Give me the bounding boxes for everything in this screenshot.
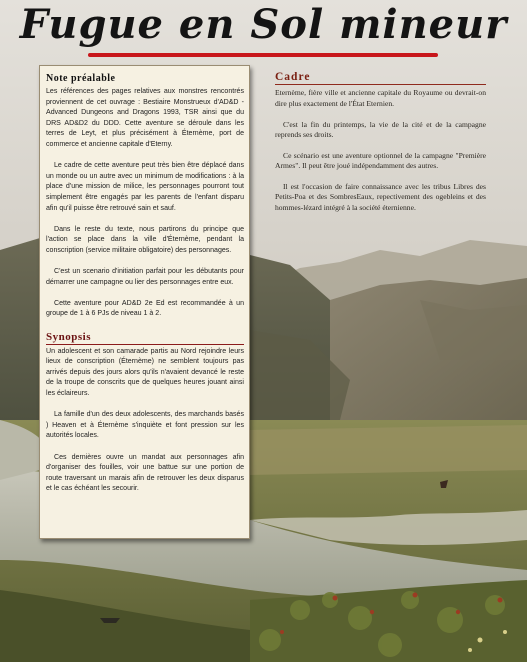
note-box — [39, 65, 250, 539]
page-header — [0, 0, 527, 60]
synopsis-paragraph: Ces dernières ouvre un mandat aux personnages afin d'organiser des fouilles, voir une battue sur une portion de route traversant un marais afin de retrouver les deux disparus et le cas échéant les secourir. — [46, 453, 244, 493]
cadre-heading: Cadre — [275, 72, 486, 85]
note-paragraph: C'est un scenario d'initiation parfait pour les débutants pour démarrer une campagne ou lier des personnages entre eux. — [46, 268, 244, 286]
note-paragraph: Le cadre de cette aventure peut très bien être déplacé dans un monde ou un autre avec un minimum de modifications : à la place d'une mission de milice, les personnages pourront tout simplement être engagés par les parents de l'enfant disparu afin qu'il puisse être retrouvé sain et sauf. — [46, 162, 244, 212]
synopsis-paragraph: Un adolescent et son camarade partis au Nord rejoindre leurs lieux de conscription (Éternème) ne semblent toujours pas arrivés depuis des jours alors qu'ils n'avaient devancé le reste de la troupe de conscrits que de quelques heures jouant ainsi les éclaireurs. — [46, 347, 244, 398]
cadre-section — [275, 72, 486, 224]
page-title: Fugue en Sol mineur — [19, 1, 508, 48]
cadre-paragraph: Eternème, fière ville et ancienne capitale du Royaume ou devrait-on dire plus exactement de l'État Eternien. — [275, 88, 486, 108]
note-paragraph: Cette aventure pour AD&D 2e Ed est recommandée à un groupe de 1 à 6 PJs de niveau 1 à 2. — [46, 299, 244, 318]
synopsis-heading: Synopsis — [46, 331, 244, 345]
cadre-paragraph: Ce scénario est une aventure optionnel de la campagne "Première Armes". Il peut être joué indépendamment des autres. — [275, 150, 486, 171]
note-paragraph: Les références des pages relatives aux monstres rencontrés proviennent de cet ouvrage : Bestiaire Monstrueux d'AD&D - Advanced Dungeons and Dragons 1993, TSR ainsi que du DRS AD&D2 du DDD. Cette aventure se déroule dans les terres de Leyt, et plus précisément à Éternème, port de commerce et ancienne capitale d'Eterny. — [46, 88, 244, 148]
cadre-paragraph: C'est la fin du printemps, la vie de la cité et de la campagne reprends ses droits. — [275, 119, 486, 140]
note-paragraph: Dans le reste du texte, nous partirons du principe que l'action se place dans la ville d'Éternème, pendant la conscription (service militaire obligatoire) des personnages. — [46, 225, 244, 254]
cadre-paragraph: Il est l'occasion de faire connaissance avec les tribus Libres des Petits-Poa et des SombresEaux, repectivement des ogebleins et des hommes-lézard intégré à la société éternienne. — [275, 182, 486, 212]
title-underline — [88, 53, 438, 57]
note-heading: Note préalable — [46, 73, 116, 84]
synopsis-paragraph: La famille d'un des deux adolescents, des marchands basés ) Heaven et à Éternème s'inquiète et font pression sur les autorités locales. — [46, 411, 244, 440]
